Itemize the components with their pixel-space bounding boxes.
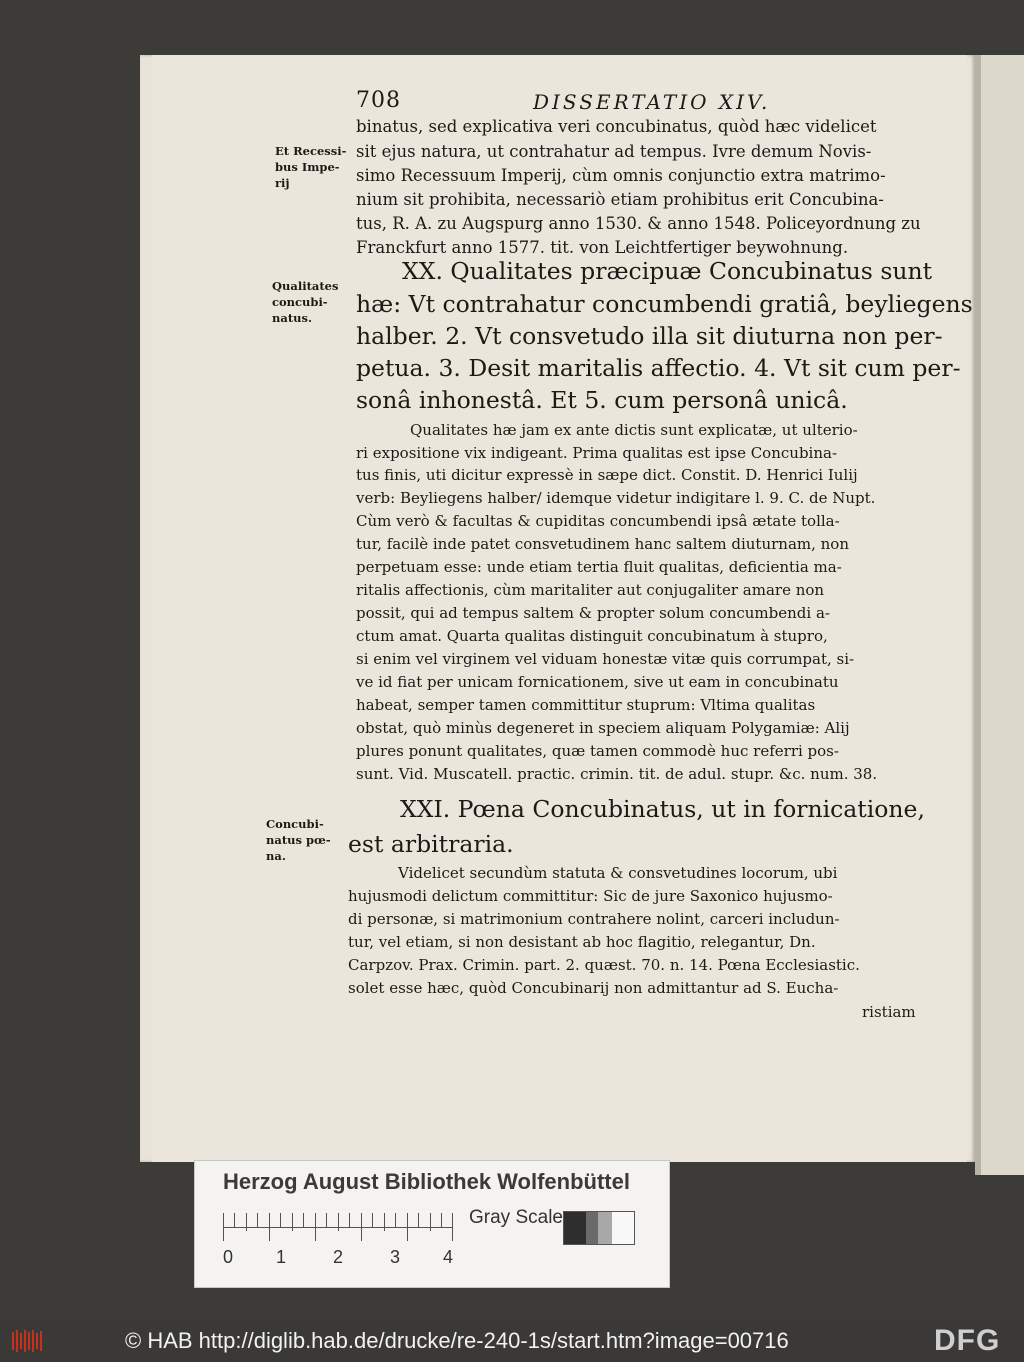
margin-note-recessibus: Et Recessi- bus Impe- rij (275, 144, 347, 190)
text-line: Videlicet secundùm statuta & consvetudines locorum, ubi (398, 864, 838, 882)
text-line: Carpzov. Prax. Crimin. part. 2. quæst. 70. n. 14. Pœna Ecclesiastic. (348, 956, 860, 974)
copyright-url: © HAB http://diglib.hab.de/drucke/re-240-1s/start.htm?image=00716 (125, 1328, 789, 1353)
text-line: solet esse hæc, quòd Concubinarij non admittantur ad S. Eucha- (348, 979, 839, 997)
ruler-label: 2 (333, 1247, 344, 1267)
text-line: hujusmodi delictum committitur: Sic de jure Saxonico hujusmo- (348, 887, 833, 905)
gray-scale-label: Gray Scale (469, 1207, 563, 1228)
text-line: ve id fiat per unicam fornicationem, sive ut eam in concubinatu (356, 673, 839, 691)
margin-note-poena: Concubi- natus pœ- na. (266, 817, 331, 863)
scale-ruler (223, 1213, 453, 1241)
text-line: di personæ, si matrimonium contrahere nolint, carceri includun- (348, 910, 840, 928)
text-line: tur, vel etiam, si non desistant ab hoc flagitio, relegantur, Dn. (348, 933, 816, 951)
ruler-label: 0 (223, 1247, 234, 1267)
margin-note-qualitates: Qualitates concubi- natus. (272, 279, 339, 325)
text-line: Franckfurt anno 1577. tit. von Leichtfertiger beywohnung. (356, 238, 849, 257)
text-line: ctum amat. Quarta qualitas distinguit concubinatum à stupro, (356, 627, 828, 645)
library-color-card (194, 1160, 670, 1288)
text-line-large: petua. 3. Desit maritalis affectio. 4. Vt sit cum per- (356, 354, 961, 382)
section-heading-xxi: XXI. Pœna Concubinatus, ut in fornicatione, (400, 795, 925, 823)
page-number: 708 (356, 88, 401, 113)
library-name: Herzog August Bibliothek Wolfenbüttel (223, 1169, 630, 1194)
text-line: Qualitates hæ jam ex ante dictis sunt explicatæ, ut ulterio- (410, 421, 858, 439)
text-line-large: est arbitraria. (348, 830, 514, 858)
ruler-label: 4 (443, 1247, 454, 1267)
text-line-large: hæ: Vt contrahatur concumbendi gratiâ, beyliegens (356, 290, 973, 318)
text-line: sunt. Vid. Muscatell. practic. crimin. tit. de adul. stupr. &c. num. 38. (356, 765, 878, 783)
text-line: tur, facilè inde patet consvetudinem hanc saltem diuturnam, non (356, 535, 849, 553)
text-line: ri expositione vix indigeant. Prima qualitas est ipse Concubina- (356, 444, 838, 462)
text-line: nium sit prohibita, necessariò etiam prohibitus erit Concubina- (356, 190, 884, 209)
dfg-logo: DFG (934, 1324, 1001, 1357)
text-line: perpetuam esse: unde etiam tertia fluit qualitas, deficientia ma- (356, 558, 842, 576)
adjacent-page-edge (975, 55, 1024, 1175)
text-line-large: sonâ inhonestâ. Et 5. cum personâ unicâ. (356, 386, 848, 414)
text-line: plures ponunt qualitates, quæ tamen commodè huc referri pos- (356, 742, 839, 760)
text-line: ritalis affectionis, cùm maritaliter aut conjugaliter amare non (356, 581, 825, 599)
ruler-label: 1 (276, 1247, 287, 1267)
text-line: binatus, sed explicativa veri concubinatus, quòd hæc videlicet (356, 117, 877, 136)
text-line: sit ejus natura, ut contrahatur ad tempus. Ivre demum Novis- (356, 142, 872, 161)
footer-bar (0, 1320, 1024, 1362)
text-line: Cùm verò & facultas & cupiditas concumbendi ipsâ ætate tolla- (356, 512, 840, 530)
text-line: possit, qui ad tempus saltem & propter solum concumbendi a- (356, 604, 830, 622)
text-line: verb: Beyliegens halber/ idemque videtur indigitare l. 9. C. de Nupt. (356, 489, 876, 507)
gray-scale-swatch (563, 1211, 635, 1245)
ruler-label: 3 (390, 1247, 401, 1267)
text-line: tus finis, uti dicitur expressè in sæpe dict. Constit. D. Henrici Iulij (356, 466, 858, 484)
catchword: ristiam (862, 1003, 916, 1021)
text-line: habeat, semper tamen committitur stuprum: Vltima qualitas (356, 696, 816, 714)
text-line: tus, R. A. zu Augspurg anno 1530. & anno 1548. Policeyordnung zu (356, 214, 921, 233)
section-heading-xx: XX. Qualitates præcipuæ Concubinatus sunt (402, 257, 933, 285)
text-line: obstat, quò minùs degeneret in speciem aliquam Polygamiæ: Alij (356, 719, 850, 737)
running-title: DISSERTATIO XIV. (533, 90, 771, 114)
text-line: si enim vel virginem vel viduam honestæ vitæ quis corrumpat, si- (356, 650, 855, 668)
text-line-large: halber. 2. Vt consvetudo illa sit diuturna non per- (356, 322, 943, 350)
text-line: simo Recessuum Imperij, cùm omnis conjunctio extra matrimo- (356, 166, 886, 185)
hab-logo-icon (10, 1328, 46, 1354)
